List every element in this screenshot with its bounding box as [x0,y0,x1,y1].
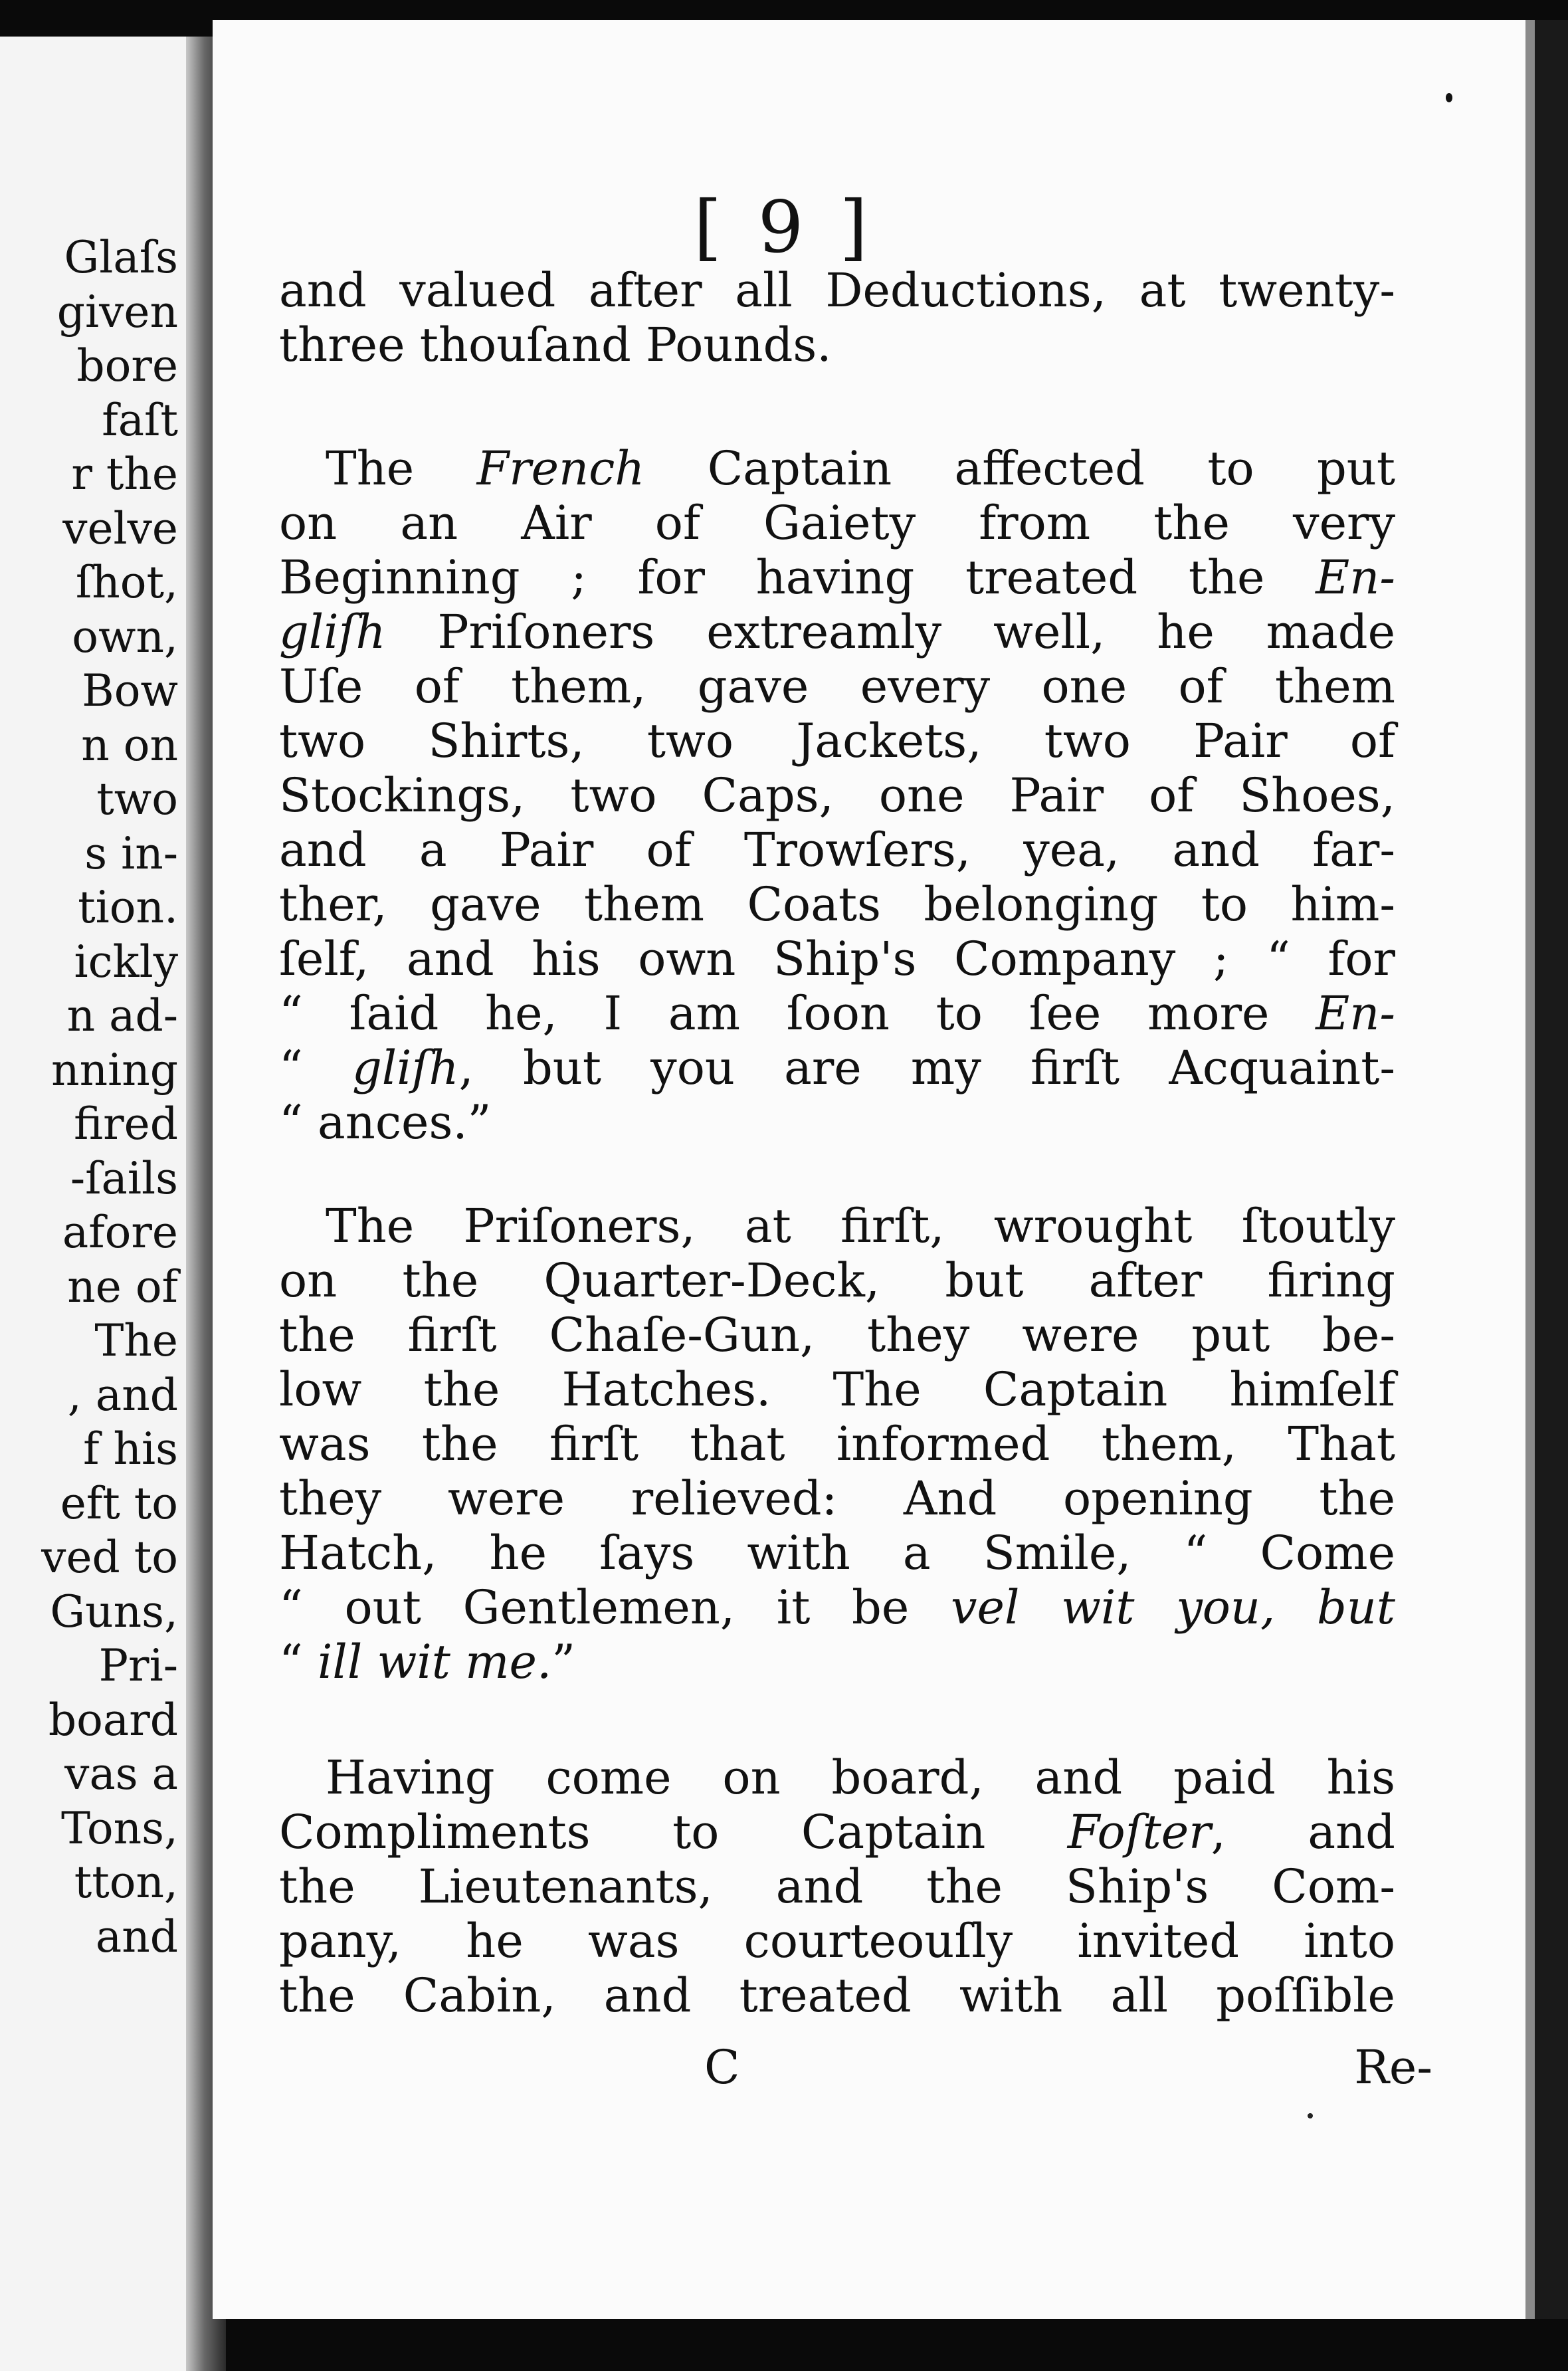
left-page-line: Glaſs [64,232,178,283]
text-line [326,441,1395,496]
text-segment: “ [279,1041,352,1095]
left-page-line: , and [67,1369,178,1421]
left-page-line: r the [71,449,178,500]
catchword: Re- [1354,2040,1432,2095]
left-page-line: two [96,773,178,825]
text-line: on an Air of Gaiety from the very [279,496,1395,550]
text-line [279,1635,1395,1689]
left-page-line: board [48,1694,178,1746]
text-segment: Beginning ; for having treated the [279,550,1316,605]
text-line: Hatch, he ſays with a Smile, “ Come [279,1526,1395,1580]
left-page-line: Pri- [98,1640,178,1691]
italic-text: gliſh [351,1041,459,1095]
left-page-line: tton, [74,1857,178,1908]
text-segment: “ ſaid he, I am ſoon to ſee more [279,986,1316,1041]
italic-text: En- [1316,550,1395,605]
italic-text: En- [1316,986,1395,1041]
text-line: “ ances.” [279,1095,492,1150]
left-page-line: bore [76,340,178,391]
left-page-line: eft to [60,1477,178,1529]
left-page-line: given [56,286,178,338]
right-page [213,20,1535,2319]
left-page-line: -ſails [70,1152,178,1204]
text-line: the Lieutenants, and the Ship's Com- [279,1859,1395,1914]
left-page-line: ſhot, [75,557,178,608]
left-page-line: nning [51,1044,178,1096]
left-page-line: vas a [64,1748,178,1800]
left-page-line: f his [83,1423,178,1475]
text-line: low the Hatches. The Captain himſelf [279,1362,1395,1417]
text-segment: Captain affected to put [644,441,1395,496]
left-page-line: ne of [67,1261,178,1312]
text-segment: ” [551,1635,575,1689]
text-line [279,550,1395,605]
text-line: the firſt Chaſe-Gun, they were put be- [279,1308,1395,1362]
signature-mark: C [704,2040,740,2095]
text-line [279,986,1395,1041]
italic-text: ill wit me. [318,1635,552,1689]
text-line: two Shirts, two Jackets, two Pair of [279,714,1395,768]
text-line [279,1041,1395,1095]
left-page-line: tion. [78,882,178,933]
left-page-line: ved to [41,1532,178,1583]
italic-text: vel wit you, but [951,1580,1395,1635]
left-page-line: velve [62,502,178,554]
text-segment: Priſoners extreamly well, he made [385,605,1395,659]
left-page-line: The [94,1315,178,1366]
text-segment: “ [279,1635,318,1689]
left-page-line: fired [74,1098,178,1150]
left-page-line: Tons, [61,1802,178,1854]
text-line: Uſe of them, gave every one of them [279,659,1395,714]
text-line: ſelf, and his own Ship's Company ; “ for [279,932,1395,986]
text-line [279,1580,1395,1635]
page-number: [ 9 ] [694,186,874,269]
left-page-line: own, [72,611,178,663]
text-line: the Cabin, and treated with all poſſible [279,1968,1395,2023]
text-segment: Compliments to Captain [279,1805,1068,1859]
text-segment: “ out Gentlemen, it be [279,1580,951,1635]
left-page-line: Guns, [50,1586,178,1637]
text-line [279,605,1395,659]
left-page-line: n on [81,719,178,771]
italic-text: French [476,441,645,496]
text-segment: , but you are my firſt Acquaint- [458,1041,1395,1095]
text-line: and a Pair of Trowſers, yea, and far- [279,823,1395,877]
left-facing-page [0,37,186,2371]
text-line: they were relieved: And opening the [279,1471,1395,1526]
text-line: The Priſoners, at firſt, wrought ſtoutly [326,1199,1395,1253]
left-page-line: faſt [102,394,178,446]
left-page-line: n ad- [66,990,178,1041]
text-line: three thouſand Pounds. [279,318,832,372]
text-line: Stockings, two Caps, one Pair of Shoes, [279,768,1395,823]
text-line: and valued after all Deductions, at twenty- [279,263,1395,318]
text-segment: , and [1211,1805,1395,1859]
italic-text: Foſter [1067,1805,1211,1859]
text-line: was the firſt that informed them, That [279,1417,1395,1471]
text-line: pany, he was courteouſly invited into [279,1914,1395,1968]
text-segment: The [326,441,477,496]
left-page-line: ickly [74,936,178,987]
text-line: ther, gave them Coats belonging to him- [279,877,1395,932]
left-page-line: Bow [82,665,178,716]
text-line: on the Quarter-Deck, but after firing [279,1253,1395,1308]
text-line [279,1805,1395,1859]
left-page-line: and [95,1910,178,1962]
ink-mark [1446,93,1452,102]
left-page-line: afore [62,1207,178,1258]
left-page-line: s in- [84,827,178,879]
page-edge-shadow [1535,20,1568,2319]
ink-dot [1308,2113,1313,2118]
text-line: Having come on board, and paid his [326,1750,1395,1805]
italic-text: gliſh [279,605,386,659]
